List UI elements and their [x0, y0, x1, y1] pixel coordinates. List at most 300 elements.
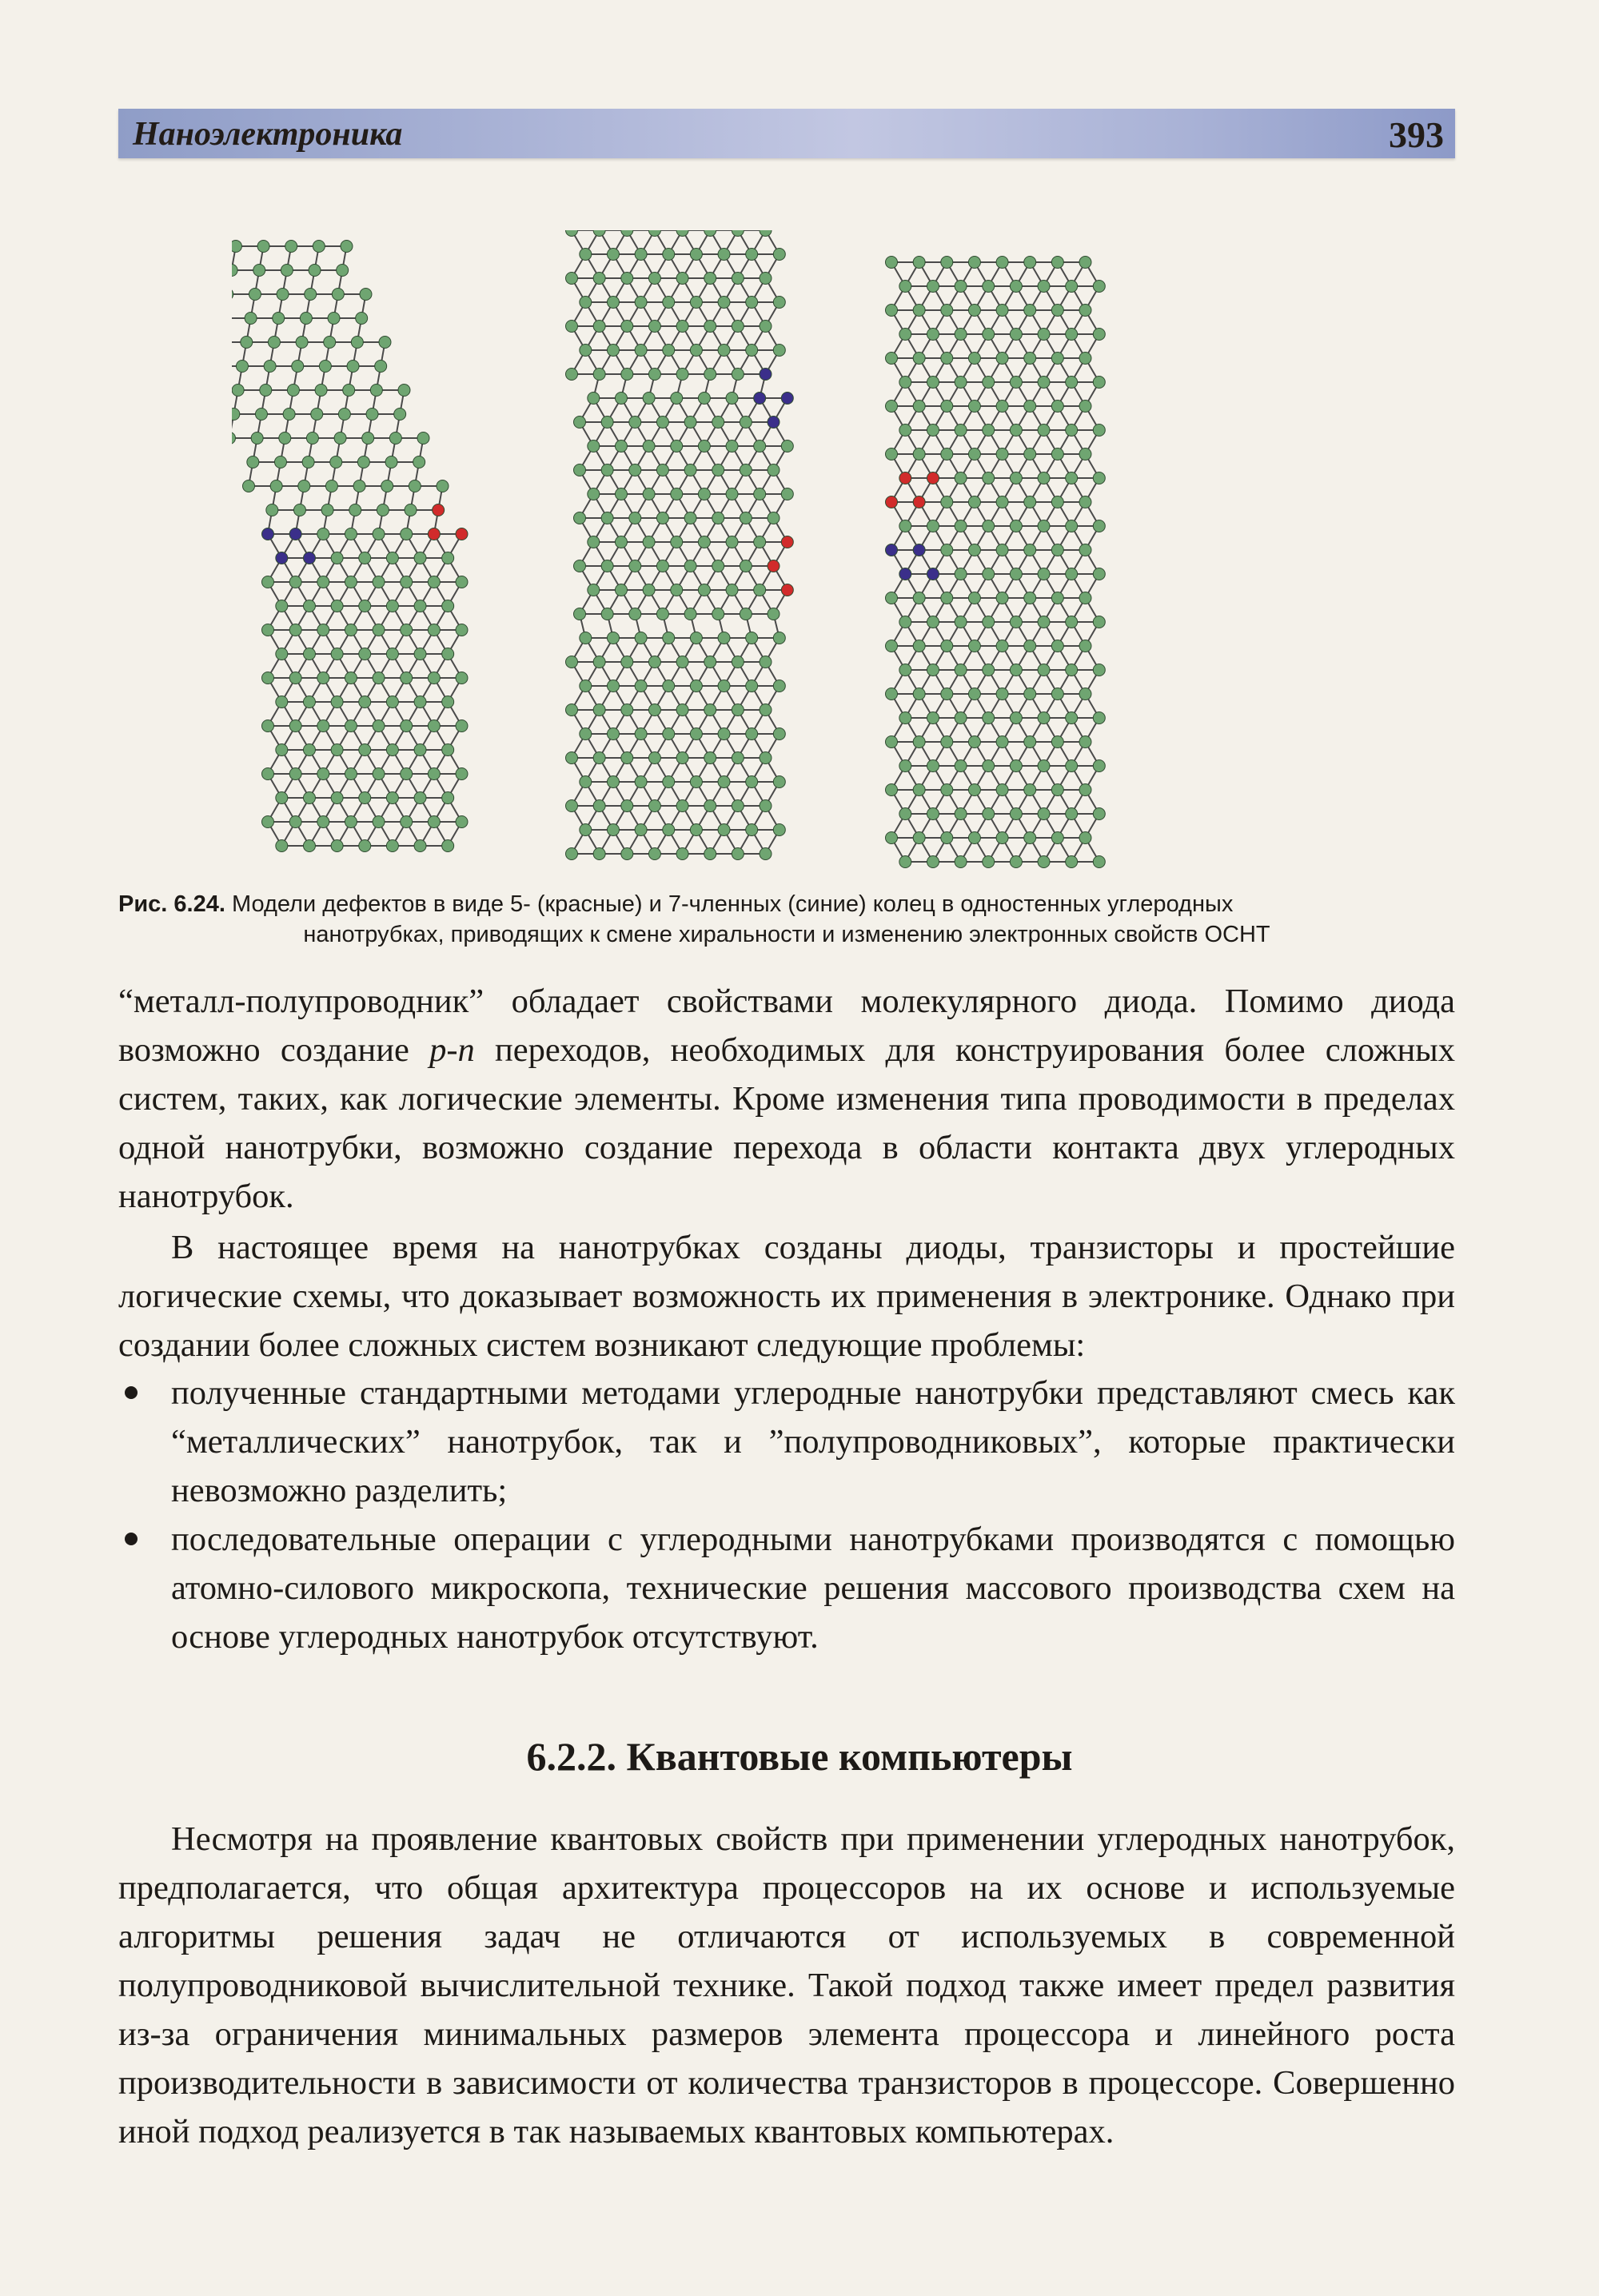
- pn-term: p-n: [429, 1031, 475, 1069]
- carbon-atom: [276, 840, 288, 852]
- carbon-atom: [442, 744, 454, 756]
- carbon-atom: [718, 297, 730, 309]
- carbon-atom: [428, 624, 440, 636]
- carbon-atom: [1066, 568, 1078, 580]
- carbon-atom: [886, 544, 898, 556]
- carbon-atom: [1010, 712, 1022, 724]
- carbon-atom: [236, 361, 248, 373]
- carbon-atom: [996, 592, 1008, 604]
- carbon-atom: [1051, 401, 1063, 413]
- carbon-atom: [306, 432, 318, 444]
- carbon-atom: [732, 752, 744, 764]
- carbon-atom: [760, 800, 772, 812]
- carbon-atom: [1024, 784, 1036, 796]
- carbon-atom: [417, 432, 429, 444]
- carbon-atom: [760, 273, 772, 285]
- carbon-atom: [359, 792, 371, 804]
- carbon-atom: [283, 409, 295, 421]
- carbon-atom: [1079, 592, 1091, 604]
- carbon-atom: [293, 504, 305, 516]
- carbon-atom: [1079, 401, 1091, 413]
- carbon-atom: [663, 776, 675, 788]
- carbon-atom: [1010, 568, 1022, 580]
- carbon-atom: [331, 840, 343, 852]
- carbon-atom: [621, 369, 633, 381]
- carbon-atom: [629, 512, 641, 524]
- carbon-atom: [588, 393, 600, 405]
- carbon-atom: [712, 417, 724, 429]
- carbon-atom: [607, 680, 619, 692]
- carbon-atom: [615, 536, 627, 548]
- carbon-atom: [740, 560, 752, 572]
- carbon-atom: [1051, 305, 1063, 317]
- carbon-atom: [671, 440, 683, 452]
- carbon-atom: [746, 297, 758, 309]
- carbon-atom: [366, 409, 378, 421]
- carbon-atom: [1010, 664, 1022, 676]
- carbon-atom: [303, 840, 315, 852]
- carbon-atom: [913, 832, 925, 844]
- carbon-atom: [1066, 377, 1078, 389]
- carbon-atom: [1051, 832, 1063, 844]
- carbon-atom: [886, 592, 898, 604]
- carbon-atom: [1051, 496, 1063, 508]
- carbon-atom: [941, 401, 953, 413]
- carbon-atom: [941, 640, 953, 652]
- carbon-atom: [370, 385, 382, 397]
- carbon-atom: [1066, 520, 1078, 532]
- carbon-atom: [760, 704, 772, 716]
- carbon-atom: [983, 856, 995, 868]
- paragraph-quantum: [118, 1815, 1455, 2156]
- carbon-atom: [886, 401, 898, 413]
- carbon-atom: [442, 840, 454, 852]
- carbon-atom: [1079, 688, 1091, 700]
- carbon-atom: [1010, 281, 1022, 293]
- carbon-atom: [1024, 688, 1036, 700]
- carbon-atom: [253, 265, 265, 277]
- carbon-atom: [996, 496, 1008, 508]
- carbon-atom: [927, 377, 939, 389]
- carbon-atom: [1024, 305, 1036, 317]
- carbon-atom: [886, 496, 898, 508]
- carbon-atom: [394, 409, 406, 421]
- carbon-atom: [899, 664, 911, 676]
- carbon-atom: [588, 536, 600, 548]
- carbon-atom: [941, 592, 953, 604]
- carbon-atom: [1051, 592, 1063, 604]
- carbon-atom: [274, 456, 286, 468]
- carbon-atom: [325, 480, 337, 492]
- carbon-atom: [414, 696, 426, 708]
- carbon-atom: [243, 480, 255, 492]
- carbon-atom: [580, 345, 592, 357]
- carbon-atom: [347, 361, 359, 373]
- carbon-atom: [289, 720, 301, 732]
- carbon-atom: [281, 265, 293, 277]
- carbon-atom: [1093, 329, 1105, 341]
- carbon-atom: [580, 776, 592, 788]
- carbon-atom: [746, 632, 758, 644]
- carbon-atom: [621, 848, 633, 860]
- carbon-atom: [690, 680, 702, 692]
- carbon-atom: [362, 432, 374, 444]
- carbon-atom: [1066, 856, 1078, 868]
- carbon-atom: [566, 752, 578, 764]
- carbon-atom: [955, 808, 967, 820]
- carbon-atom: [760, 656, 772, 668]
- carbon-atom: [941, 736, 953, 748]
- carbon-atom: [629, 608, 641, 620]
- carbon-atom: [356, 313, 368, 325]
- carbon-atom: [760, 321, 772, 333]
- carbon-atom: [373, 624, 385, 636]
- carbon-atom: [401, 672, 413, 684]
- carbon-atom: [996, 784, 1008, 796]
- carbon-atom: [718, 345, 730, 357]
- carbon-atom: [698, 393, 710, 405]
- carbon-atom: [886, 784, 898, 796]
- carbon-atom: [663, 680, 675, 692]
- carbon-atom: [983, 329, 995, 341]
- carbon-atom: [607, 297, 619, 309]
- carbon-atom: [704, 230, 716, 237]
- carbon-atom: [913, 784, 925, 796]
- carbon-atom: [1066, 329, 1078, 341]
- carbon-atom: [913, 448, 925, 460]
- carbon-atom: [955, 329, 967, 341]
- carbon-atom: [442, 696, 454, 708]
- carbon-atom: [941, 496, 953, 508]
- carbon-atom: [1038, 377, 1050, 389]
- carbon-atom: [345, 624, 357, 636]
- carbon-atom: [1093, 808, 1105, 820]
- carbon-atom: [768, 464, 780, 476]
- carbon-atom: [704, 656, 716, 668]
- carbon-atom: [635, 345, 647, 357]
- carbon-atom: [768, 512, 780, 524]
- list-item: [118, 1515, 1455, 1661]
- carbon-atom: [1066, 281, 1078, 293]
- carbon-atom: [629, 417, 641, 429]
- carbon-atom: [746, 776, 758, 788]
- carbon-atom: [899, 616, 911, 628]
- carbon-atom: [656, 417, 668, 429]
- carbon-atom: [1038, 856, 1050, 868]
- carbon-atom: [1079, 832, 1091, 844]
- carbon-atom: [886, 832, 898, 844]
- carbon-atom: [690, 824, 702, 836]
- carbon-atom: [996, 544, 1008, 556]
- carbon-atom: [262, 816, 274, 828]
- carbon-atom: [635, 728, 647, 740]
- carbon-atom: [621, 800, 633, 812]
- carbon-atom: [781, 393, 793, 405]
- carbon-atom: [601, 608, 613, 620]
- carbon-atom: [260, 385, 272, 397]
- carbon-atom: [1024, 592, 1036, 604]
- carbon-atom: [968, 784, 980, 796]
- carbon-atom: [566, 230, 578, 237]
- carbon-atom: [331, 552, 343, 564]
- carbon-atom: [232, 289, 233, 301]
- carbon-atom: [442, 600, 454, 612]
- carbon-atom: [941, 305, 953, 317]
- carbon-atom: [773, 680, 785, 692]
- carbon-atom: [913, 496, 925, 508]
- carbon-atom: [760, 752, 772, 764]
- carbon-atom: [296, 337, 308, 349]
- carbon-atom: [899, 281, 911, 293]
- carbon-atom: [913, 640, 925, 652]
- carbon-atom: [593, 848, 605, 860]
- carbon-atom: [732, 273, 744, 285]
- carbon-atom: [913, 305, 925, 317]
- carbon-atom: [601, 417, 613, 429]
- carbon-atom: [899, 856, 911, 868]
- carbon-atom: [1038, 425, 1050, 436]
- figure-caption-line1: Модели дефектов в виде 5- (красные) и 7-членных (синие) колец в одностенных углеродных: [231, 891, 1234, 917]
- carbon-atom: [593, 800, 605, 812]
- carbon-atom: [941, 832, 953, 844]
- carbon-atom: [983, 377, 995, 389]
- carbon-atom: [262, 672, 274, 684]
- carbon-atom: [289, 528, 301, 540]
- carbon-atom: [671, 536, 683, 548]
- carbon-atom: [249, 289, 261, 301]
- carbon-atom: [1010, 760, 1022, 772]
- carbon-atom: [746, 345, 758, 357]
- carbon-atom: [276, 792, 288, 804]
- carbon-atom: [386, 648, 398, 660]
- carbon-atom: [331, 792, 343, 804]
- carbon-atom: [773, 776, 785, 788]
- carbon-atom: [941, 448, 953, 460]
- carbon-atom: [386, 840, 398, 852]
- carbon-atom: [262, 576, 274, 588]
- carbon-atom: [676, 848, 688, 860]
- carbon-atom: [899, 472, 911, 484]
- carbon-atom: [588, 440, 600, 452]
- carbon-atom: [983, 760, 995, 772]
- carbon-atom: [1038, 616, 1050, 628]
- carbon-atom: [913, 592, 925, 604]
- carbon-atom: [276, 648, 288, 660]
- carbon-atom: [886, 305, 898, 317]
- carbon-atom: [899, 425, 911, 436]
- carbon-atom: [718, 728, 730, 740]
- carbon-atom: [401, 624, 413, 636]
- carbon-atom: [1024, 353, 1036, 365]
- carbon-atom: [593, 752, 605, 764]
- carbon-atom: [303, 744, 315, 756]
- carbon-atom: [746, 824, 758, 836]
- carbon-atom: [663, 297, 675, 309]
- paragraph1-line2a: диода возможно создание: [118, 983, 1455, 1069]
- carbon-atom: [1051, 257, 1063, 269]
- carbon-atom: [754, 393, 766, 405]
- carbon-atom: [345, 816, 357, 828]
- carbon-atom: [331, 744, 343, 756]
- carbon-atom: [704, 800, 716, 812]
- carbon-atom: [941, 257, 953, 269]
- carbon-atom: [886, 688, 898, 700]
- carbon-atom: [580, 249, 592, 261]
- carbon-atom: [607, 728, 619, 740]
- carbon-atom: [262, 528, 274, 540]
- carbon-atom: [968, 448, 980, 460]
- carbon-atom: [405, 504, 417, 516]
- carbon-atom: [615, 440, 627, 452]
- carbon-atom: [648, 800, 660, 812]
- carbon-atom: [968, 544, 980, 556]
- carbon-atom: [360, 289, 372, 301]
- paragraph1-line2b: переходов, необходимых для конструирования: [474, 1031, 1205, 1069]
- carbon-atom: [1079, 784, 1091, 796]
- carbon-atom: [588, 584, 600, 596]
- carbon-atom: [1051, 640, 1063, 652]
- carbon-atom: [621, 752, 633, 764]
- carbon-atom: [574, 464, 586, 476]
- carbon-atom: [941, 688, 953, 700]
- carbon-atom: [1038, 472, 1050, 484]
- carbon-atom: [593, 656, 605, 668]
- carbon-atom: [1038, 281, 1050, 293]
- carbon-atom: [437, 480, 449, 492]
- carbon-atom: [428, 672, 440, 684]
- carbon-atom: [899, 520, 911, 532]
- nanotube-models-illustration: [232, 230, 1335, 870]
- carbon-atom: [899, 568, 911, 580]
- carbon-atom: [955, 520, 967, 532]
- carbon-atom: [593, 230, 605, 237]
- carbon-atom: [643, 393, 655, 405]
- page-number: 393: [1389, 114, 1444, 155]
- carbon-atom: [357, 456, 369, 468]
- carbon-atom: [676, 369, 688, 381]
- carbon-atom: [740, 464, 752, 476]
- carbon-atom: [955, 425, 967, 436]
- carbon-atom: [1051, 688, 1063, 700]
- carbon-atom: [913, 257, 925, 269]
- carbon-atom: [1066, 808, 1078, 820]
- carbon-atom: [385, 456, 397, 468]
- carbon-atom: [276, 696, 288, 708]
- carbon-atom: [1024, 257, 1036, 269]
- carbon-atom: [773, 345, 785, 357]
- carbon-atom: [270, 480, 282, 492]
- carbon-atom: [305, 289, 317, 301]
- carbon-atom: [740, 417, 752, 429]
- carbon-atom: [588, 488, 600, 500]
- carbon-atom: [996, 448, 1008, 460]
- carbon-atom: [433, 504, 445, 516]
- carbon-atom: [726, 584, 738, 596]
- carbon-atom: [996, 305, 1008, 317]
- paragraph2-text: В настоящее время на нанотрубках созданы диоды, транзисторы и простейшие логические схемы, что доказывает возможность их применения в электронике. Однако при создании более сложных систем возникают следующие проблемы:: [118, 1229, 1455, 1364]
- carbon-atom: [643, 536, 655, 548]
- carbon-atom: [401, 576, 413, 588]
- carbon-atom: [1079, 305, 1091, 317]
- carbon-atom: [345, 720, 357, 732]
- carbon-atom: [927, 520, 939, 532]
- carbon-atom: [345, 528, 357, 540]
- carbon-atom: [401, 816, 413, 828]
- carbon-atom: [968, 401, 980, 413]
- carbon-atom: [1079, 736, 1091, 748]
- carbon-atom: [996, 353, 1008, 365]
- carbon-atom: [635, 632, 647, 644]
- carbon-atom: [886, 353, 898, 365]
- carbon-atom: [656, 560, 668, 572]
- carbon-atom: [232, 432, 236, 444]
- carbon-atom: [941, 544, 953, 556]
- paragraph1-line1: “металл-полупроводник” обладает свойствами молекулярного диода. Помимо: [118, 983, 1344, 1020]
- carbon-atom: [245, 313, 257, 325]
- carbon-atom: [1010, 425, 1022, 436]
- carbon-atom: [1010, 377, 1022, 389]
- carbon-atom: [428, 816, 440, 828]
- carbon-atom: [754, 536, 766, 548]
- carbon-atom: [566, 321, 578, 333]
- carbon-atom: [781, 440, 793, 452]
- carbon-atom: [676, 321, 688, 333]
- carbon-atom: [1010, 616, 1022, 628]
- carbon-atom: [324, 337, 336, 349]
- carbon-atom: [359, 744, 371, 756]
- carbon-atom: [386, 600, 398, 612]
- carbon-atom: [255, 409, 267, 421]
- carbon-atom: [726, 440, 738, 452]
- carbon-atom: [373, 768, 385, 780]
- carbon-atom: [635, 824, 647, 836]
- carbon-atom: [232, 265, 237, 277]
- carbon-atom: [1010, 808, 1022, 820]
- carbon-atom: [1079, 640, 1091, 652]
- carbon-atom: [621, 273, 633, 285]
- carbon-atom: [773, 632, 785, 644]
- carbon-atom: [409, 480, 421, 492]
- carbon-atom: [684, 417, 696, 429]
- carbon-atom: [1024, 736, 1036, 748]
- carbon-atom: [1051, 448, 1063, 460]
- carbon-atom: [768, 560, 780, 572]
- carbon-atom: [337, 265, 349, 277]
- carbon-atom: [927, 329, 939, 341]
- carbon-atom: [341, 241, 353, 253]
- carbon-atom: [359, 696, 371, 708]
- carbon-atom: [927, 472, 939, 484]
- carbon-atom: [332, 289, 344, 301]
- carbon-atom: [648, 321, 660, 333]
- carbon-atom: [1093, 568, 1105, 580]
- carbon-atom: [726, 393, 738, 405]
- carbon-atom: [773, 824, 785, 836]
- carbon-atom: [232, 241, 241, 253]
- carbon-atom: [319, 361, 331, 373]
- carbon-atom: [345, 672, 357, 684]
- carbon-atom: [698, 536, 710, 548]
- carbon-atom: [773, 249, 785, 261]
- paragraph1-line5: области контакта двух углеродных нанотрубок.: [118, 1129, 1455, 1215]
- carbon-atom: [690, 297, 702, 309]
- carbon-atom: [349, 504, 361, 516]
- carbon-atom: [656, 608, 668, 620]
- carbon-atom: [732, 656, 744, 668]
- carbon-atom: [643, 488, 655, 500]
- carbon-atom: [746, 680, 758, 692]
- carbon-atom: [676, 800, 688, 812]
